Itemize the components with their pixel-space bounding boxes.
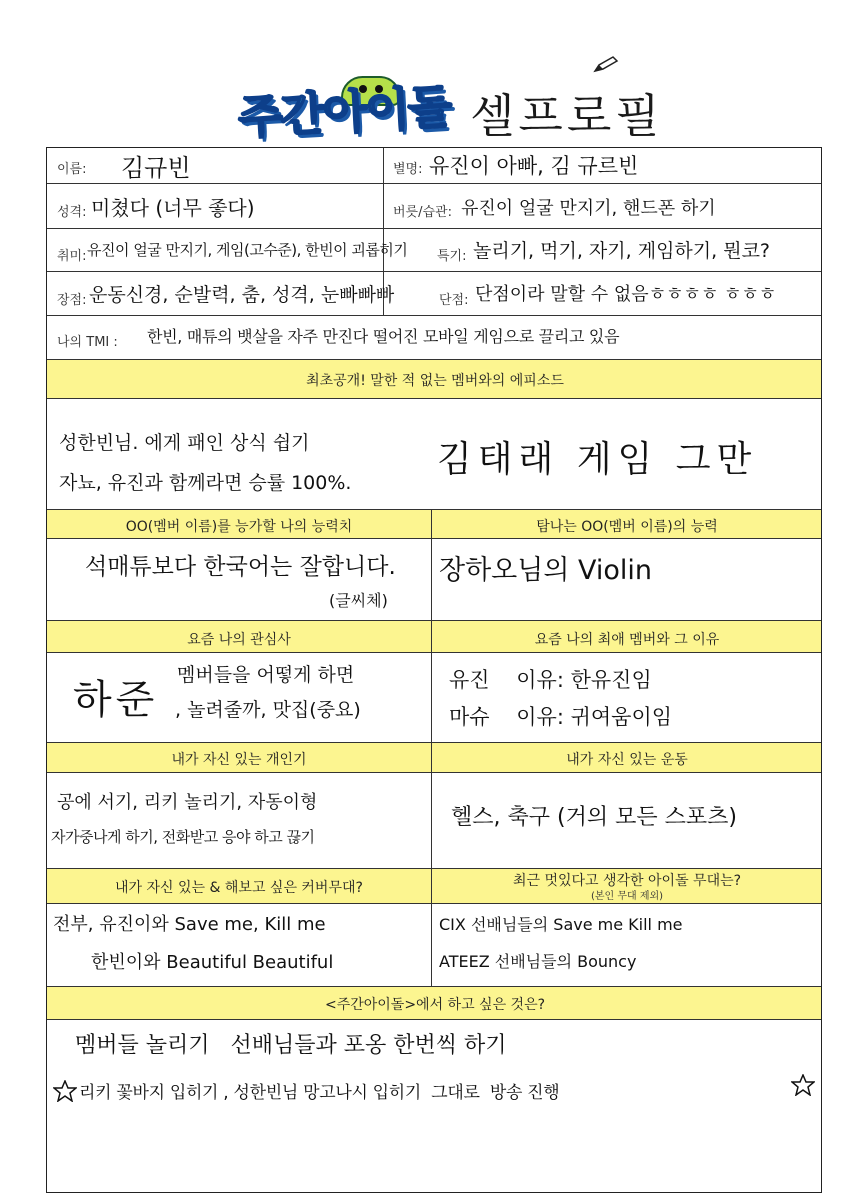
star-icon — [791, 1074, 815, 1096]
covet-value: 장하오님의 Violin — [439, 555, 653, 586]
profile-form — [46, 147, 822, 1193]
fav-line-1: 유진 이유: 한유진임 — [449, 668, 652, 692]
cover-title: 내가 자신 있는 & 해보고 싶은 커버무대? — [115, 880, 363, 896]
wish-line-2: 리키 꽃바지 입히기 , 성한빈님 망고나시 입히기 그대로 방송 진행 — [79, 1083, 560, 1103]
nickname-label: 별명: — [393, 162, 423, 177]
name-value: 김규빈 — [121, 154, 191, 182]
special-value: 놀리기, 먹기, 자기, 게임하기, 뭔코? — [473, 240, 771, 262]
habit-label: 버릇/습관: — [393, 205, 452, 220]
hobby-value: 유진이 얼굴 만지기, 게임(고수준), 한빈이 괴롭히기 — [87, 241, 408, 259]
trick-line-2: 자가중나게 하기, 전화받고 응야 하고 끊기 — [51, 828, 315, 846]
tmi-label: 나의 TMI : — [57, 335, 118, 350]
weakness-label: 단점: — [439, 293, 469, 308]
stage-line-2: ATEEZ 선배님들의 Bouncy — [439, 952, 637, 971]
strength-value: 운동신경, 순발력, 춤, 성격, 눈빠빠빠 — [89, 284, 395, 306]
fav-title: 요즘 나의 최애 멤버와 그 이유 — [534, 632, 720, 648]
sport-value: 헬스, 축구 (거의 모든 스포츠) — [451, 805, 737, 830]
wish-line-1: 멤버들 놀리기 선배님들과 포옹 한번씩 하기 — [75, 1033, 507, 1058]
trick-title: 내가 자신 있는 개인기 — [171, 752, 307, 768]
personality-value: 미쳤다 (너무 좋다) — [91, 196, 255, 220]
special-label: 특기: — [437, 249, 467, 264]
interest-line-2: , 놀려줄까, 맛집(중요) — [175, 699, 361, 721]
ability-line-2: (글씨체) — [329, 591, 388, 610]
trick-line-1: 공에 서기, 리키 놀리기, 자동이형 — [57, 792, 318, 813]
ability-line-1: 석매튜보다 한국어는 잘합니다. — [85, 554, 396, 580]
covet-title: 탐나는 OO(멤버 이름)의 능력 — [536, 519, 718, 535]
stage-line-1: CIX 선배님들의 Save me Kill me — [439, 915, 683, 934]
weakness-value: 단점이라 말할 수 없음ㅎㅎㅎㅎ ㅎㅎㅎ — [475, 284, 777, 305]
page-title: 셀프로필 — [470, 89, 664, 143]
wish-title: <주간아이돌>에서 하고 싶은 것은? — [324, 997, 546, 1013]
interest-line-1: 멤버들을 어떻게 하면 — [177, 664, 355, 686]
stage-title: 최근 멋있다고 생각한 아이돌 무대는? — [512, 873, 742, 889]
episode-highlight: 김태래 게임 그만 — [437, 439, 758, 480]
star-icon — [53, 1080, 77, 1102]
episode-title: 최초공개! 말한 적 없는 멤버와의 에피소드 — [306, 373, 564, 389]
sport-title: 내가 자신 있는 운동 — [566, 752, 688, 768]
tmi-value: 한빈, 매튜의 뱃살을 자주 만진다 떨어진 모바일 게임으로 끌리고 있음 — [147, 327, 620, 346]
hobby-label: 취미: — [57, 249, 87, 264]
logo-text: 주간아이돌 — [236, 79, 452, 145]
episode-line-2: 자뇨, 유진과 함께라면 승률 100%. — [59, 472, 352, 494]
habit-value: 유진이 얼굴 만지기, 핸드폰 하기 — [461, 198, 716, 219]
pencil-icon — [593, 55, 619, 73]
cover-line-1: 전부, 유진이와 Save me, Kill me — [53, 914, 326, 935]
personality-label: 성격: — [57, 205, 87, 220]
ability-title: OO(멤버 이름)를 능가할 나의 능력치 — [125, 519, 353, 535]
stage-note: (본인 무대 제외) — [590, 891, 664, 902]
show-logo — [238, 78, 460, 148]
name-label: 이름: — [57, 162, 87, 177]
cover-line-2: 한빈이와 Beautiful Beautiful — [91, 952, 334, 973]
strength-label: 장점: — [57, 293, 87, 308]
interest-highlight: 하준 — [73, 677, 159, 723]
fav-line-2: 마슈 이유: 귀여움이임 — [449, 705, 673, 729]
episode-line-1: 성한빈님. 에게 패인 상식 쉽기 — [59, 432, 310, 454]
nickname-value: 유진이 아빠, 김 규르빈 — [429, 154, 639, 178]
interest-title: 요즘 나의 관심사 — [187, 632, 291, 648]
